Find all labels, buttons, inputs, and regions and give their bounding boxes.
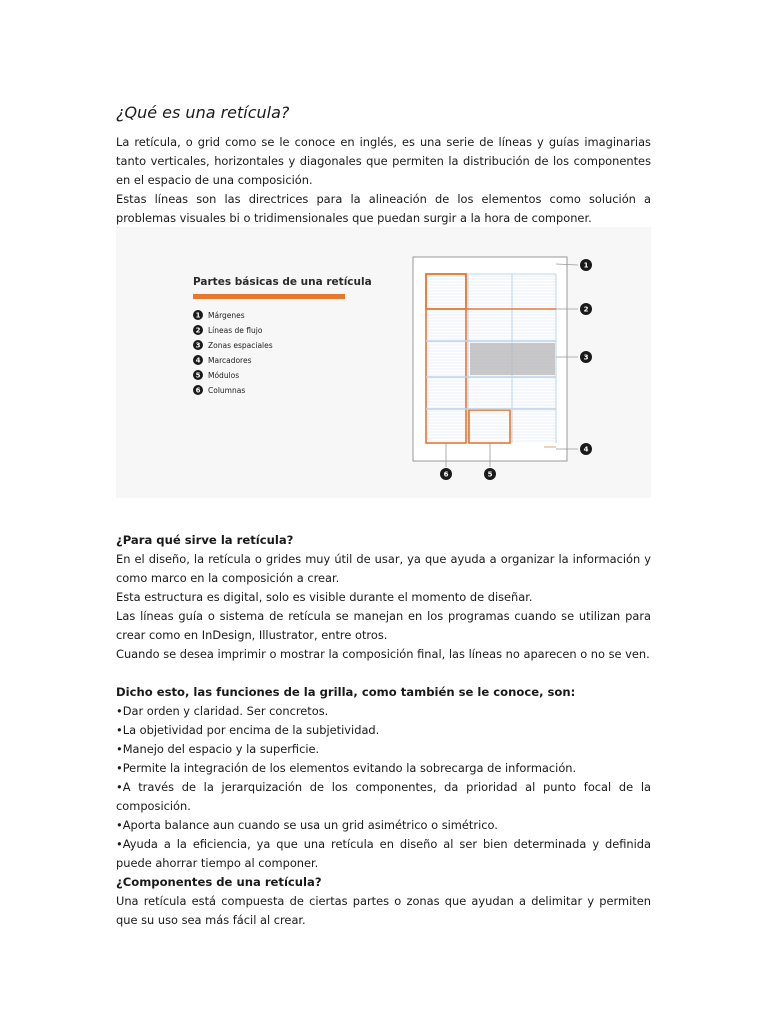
legend-label: Marcadores bbox=[208, 356, 252, 365]
callout-number: 6 bbox=[443, 470, 449, 479]
intro-block bbox=[116, 133, 651, 228]
intro-paragraph-2: Estas líneas son las directrices para la alineación de los elementos como solución a problemas visuales bi o tridimensionales que puedan surgir a la hora de componer. bbox=[116, 192, 651, 225]
functions-heading: Dicho esto, las funciones de la grilla, como también se le conoce, son: bbox=[116, 685, 576, 699]
section-purpose bbox=[116, 531, 651, 664]
function-bullet: •La objetividad por encima de la subjetividad. bbox=[116, 723, 380, 737]
components-paragraph-1: Una retícula está compuesta de ciertas partes o zonas que ayudan a delimitar y permiten que su uso sea más fácil al crear. bbox=[116, 894, 651, 927]
legend-number: 3 bbox=[195, 341, 201, 350]
figure-title: Partes básicas de una retícula bbox=[193, 276, 372, 288]
legend-label: Módulos bbox=[208, 371, 240, 380]
legend-item bbox=[193, 310, 245, 320]
legend-item bbox=[193, 355, 252, 365]
intro-paragraph-1: La retícula, o grid como se le conoce en inglés, es una serie de líneas y guías imaginarias tanto verticales, horizontales y diagonales que permiten la distribución de los componentes en el espacio de una composición. bbox=[116, 135, 651, 187]
legend-number: 6 bbox=[195, 386, 201, 395]
legend-item bbox=[193, 340, 273, 350]
legend-item bbox=[193, 385, 245, 395]
function-bullet: •A través de la jerarquización de los componentes, da prioridad al punto focal de la composición. bbox=[116, 780, 651, 813]
legend-number: 2 bbox=[195, 326, 201, 335]
purpose-paragraph-1: En el diseño, la retícula o grides muy útil de usar, ya que ayuda a organizar la información y como marco en la composición a crear. bbox=[116, 552, 651, 585]
function-bullet: •Permite la integración de los elementos evitando la sobrecarga de información. bbox=[116, 761, 577, 775]
grid-parts-illustration bbox=[116, 227, 651, 498]
legend-number: 4 bbox=[195, 356, 201, 365]
function-bullet: •Ayuda a la eficiencia, ya que una retícula en diseño al ser bien determinada y definida puede ahorrar tiempo al componer. bbox=[116, 837, 651, 870]
callout-number: 5 bbox=[487, 470, 493, 479]
section-functions bbox=[116, 683, 651, 873]
callout-number: 1 bbox=[583, 261, 589, 270]
legend-label: Líneas de flujo bbox=[208, 326, 263, 335]
legend-item bbox=[193, 325, 263, 335]
section-title-reticula: ¿Qué es una retícula? bbox=[116, 103, 290, 122]
figure-accent-bar bbox=[193, 294, 345, 299]
function-bullet: •Manejo del espacio y la superficie. bbox=[116, 742, 320, 756]
purpose-paragraph-2: Esta estructura es digital, solo es visible durante el momento de diseñar. bbox=[116, 590, 533, 604]
callout-number: 3 bbox=[583, 353, 589, 362]
function-bullet: •Aporta balance aun cuando se usa un grid asimétrico o simétrico. bbox=[116, 818, 498, 832]
section-components bbox=[116, 873, 651, 930]
grid-page-diagram bbox=[413, 257, 567, 461]
legend-item bbox=[193, 370, 239, 380]
spatial-zone bbox=[470, 343, 555, 375]
callout-number: 2 bbox=[583, 305, 589, 314]
legend-label: Márgenes bbox=[208, 311, 245, 320]
legend-label: Zonas espaciales bbox=[208, 341, 273, 350]
legend-number: 5 bbox=[195, 371, 201, 380]
function-bullet: •Dar orden y claridad. Ser concretos. bbox=[116, 704, 329, 718]
figure-legend bbox=[193, 310, 273, 395]
purpose-heading: ¿Para qué sirve la retícula? bbox=[116, 533, 294, 547]
legend-label: Columnas bbox=[208, 386, 246, 395]
components-heading: ¿Componentes de una retícula? bbox=[116, 875, 322, 889]
purpose-paragraph-4: Cuando se desea imprimir o mostrar la composición final, las líneas no aparecen o no se ven. bbox=[116, 647, 650, 661]
callout-number: 4 bbox=[583, 445, 589, 454]
legend-number: 1 bbox=[195, 311, 201, 320]
purpose-paragraph-3: Las líneas guía o sistema de retícula se manejan en los programas cuando se utilizan para crear como en InDesign, Illustrator, entre otros. bbox=[116, 609, 651, 642]
grid-parts-figure bbox=[116, 227, 651, 498]
